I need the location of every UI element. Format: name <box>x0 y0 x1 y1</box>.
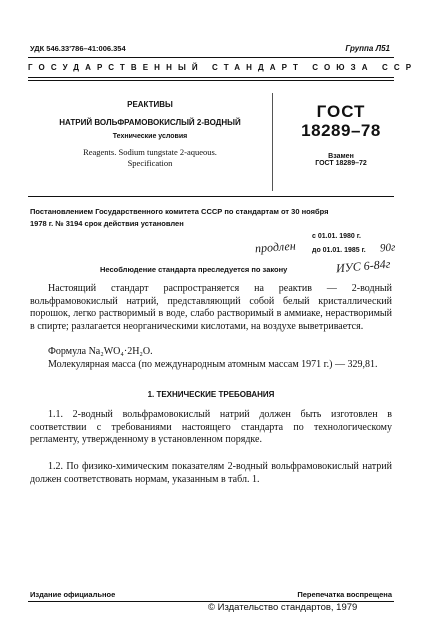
handwritten-ius: ИУС 6-84г <box>335 256 391 276</box>
clause-1-2: 1.2. По физико-химическим показателям 2-водный вольфрамовокислый натрий должен соответствовать нормам, указанным в табл. 1. <box>30 461 392 485</box>
product-name: НАТРИЙ ВОЛЬФРАМОВОКИСЛЫЙ 2-ВОДНЫЙ <box>59 118 241 127</box>
formula: Формула Na₂WO₄·2H₂O. <box>48 346 153 357</box>
handwritten-extended: продлен <box>254 238 297 256</box>
header-rule <box>28 77 394 78</box>
category: РЕАКТИВЫ <box>127 100 173 109</box>
title-block <box>40 100 260 169</box>
decree-line-2: 1978 г. № 3194 срок действия установлен <box>30 219 184 228</box>
top-rule <box>28 57 394 58</box>
gost-number: 18289–78 <box>301 121 381 140</box>
section-heading: 1. ТЕХНИЧЕСКИЕ ТРЕБОВАНИЯ <box>147 390 275 399</box>
standard-header: ГОСУДАРСТВЕННЫЙ СТАНДАРТ СОЮЗА ССР <box>28 63 418 72</box>
subtitle: Технические условия <box>112 133 188 140</box>
group-code: Группа Л51 <box>345 44 390 53</box>
handwritten-year: 90г <box>379 241 396 255</box>
clause-1-1: 1.1. 2-водный вольфрамовокислый натрий должен быть изготовлен в соответствии с требованиями настоящего стандарта по технологическому регламенту, утвержденному в установленном порядке. <box>30 409 392 446</box>
title-divider <box>272 93 273 191</box>
header-rule-thin <box>28 80 394 81</box>
copyright: © Издательство стандартов, 1979 <box>208 602 358 613</box>
replaces-gost: ГОСТ 18289–72 <box>315 160 367 167</box>
reprint-prohibited: Перепечатка воспрещена <box>297 590 392 599</box>
gost-label: ГОСТ <box>316 102 366 121</box>
validity-from: с 01.01. 1980 г. <box>312 233 361 240</box>
official-edition: Издание официальное <box>30 590 116 599</box>
decree-rule <box>28 196 394 197</box>
gost-block <box>286 102 396 167</box>
molar-mass: Молекулярная масса (по международным атомным массам 1971 г.) — 329,81. <box>48 359 378 370</box>
english-title-1: Reagents. Sodium tungstate 2-aqueous. <box>83 147 217 157</box>
decree-line-1: Постановлением Государственного комитета СССР по стандартам от 30 ноября <box>30 207 329 216</box>
decree <box>30 206 392 230</box>
noncompliance-note: Несоблюдение стандарта преследуется по закону <box>100 265 288 274</box>
validity-to: до 01.01. 1985 г. <box>312 247 366 254</box>
intro-paragraph: Настоящий стандарт распространяется на реактив — 2-водный вольфрамовокислый натрий, представляющий собой белый кристаллический порошок, легко растворимый в воде, слабо растворимый в аммиаке, нерастворимый в спирте; разлагается неорганическими кислотами, на воздухе выветривается. <box>30 283 392 332</box>
english-title-2: Specification <box>127 158 173 168</box>
replaces-label: Взамен <box>328 153 354 160</box>
udk-code: УДК 546.33'786–41:006.354 <box>30 44 126 53</box>
